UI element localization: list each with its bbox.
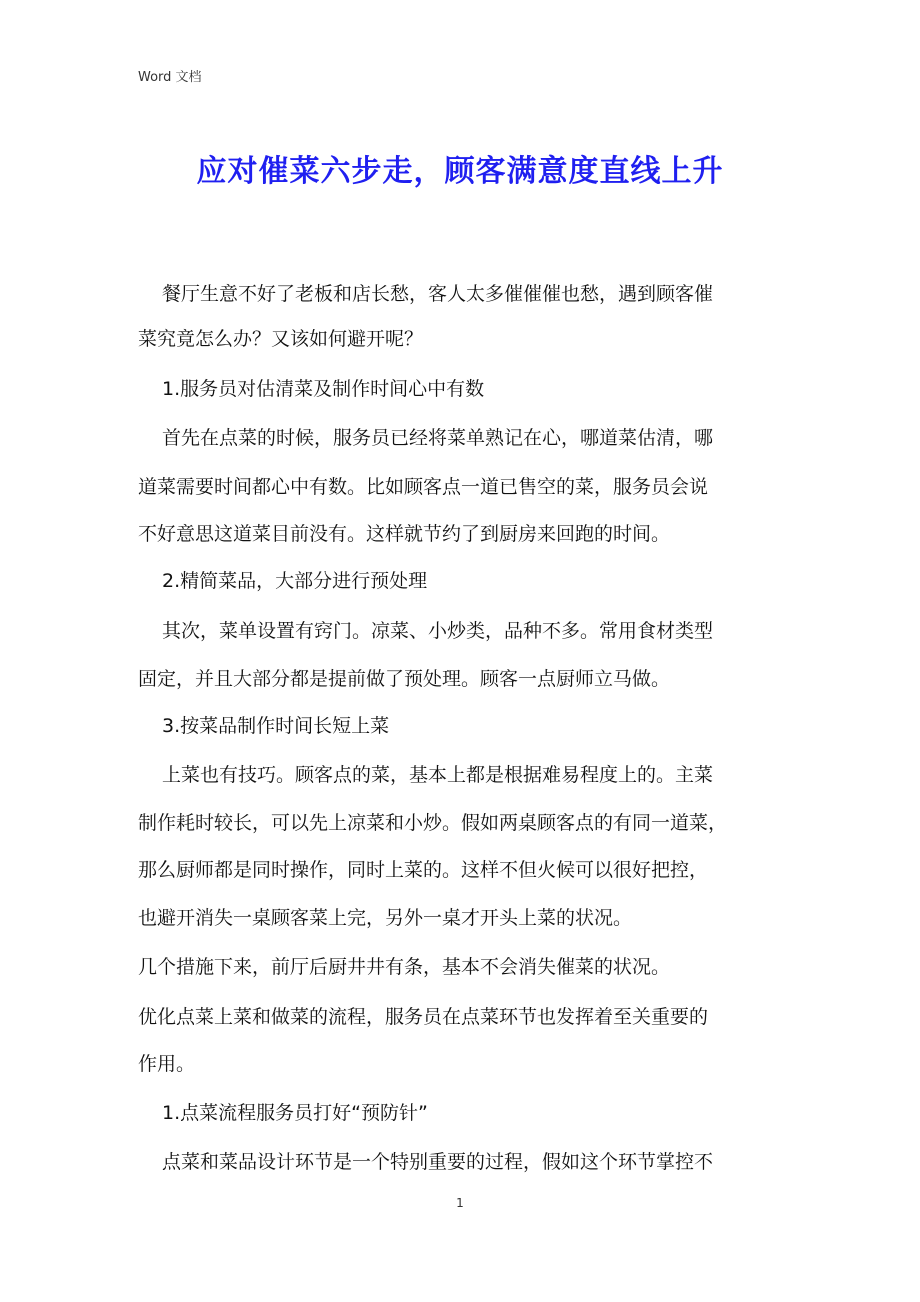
- paragraph-line: 作用。: [138, 1053, 196, 1075]
- paragraph-line: 菜究竟怎么办？又该如何避开呢？: [138, 328, 424, 350]
- paragraph-line: 点菜和菜品设计环节是一个特别重要的过程，假如这个环节掌控不: [162, 1151, 714, 1173]
- page-number: 1: [456, 1196, 464, 1210]
- paragraph-line: 也避开消失一桌顾客菜上完，另外一桌才开头上菜的状况。: [138, 907, 633, 929]
- paragraph-line: 那么厨师都是同时操作，同时上菜的。这样不但火候可以很好把控，: [138, 859, 709, 881]
- paragraph-line: 上菜也有技巧。顾客点的菜，基本上都是根据难易程度上的。主菜: [162, 764, 714, 786]
- paragraph-line: 固定，并且大部分都是提前做了预处理。顾客一点厨师立马做。: [138, 668, 671, 690]
- section-heading: 2.精简菜品，大部分进行预处理: [162, 570, 428, 592]
- paragraph-line: 道菜需要时间都心中有数。比如顾客点一道已售空的菜，服务员会说: [138, 476, 709, 498]
- paragraph-line: 不好意思这道菜目前没有。这样就节约了到厨房来回跑的时间。: [138, 523, 671, 545]
- paragraph-line: 首先在点菜的时候，服务员已经将菜单熟记在心，哪道菜估清，哪: [162, 427, 714, 449]
- paragraph-line: 优化点菜上菜和做菜的流程，服务员在点菜环节也发挥着至关重要的: [138, 1006, 709, 1028]
- document-title: 应对催菜六步走，顾客满意度直线上升: [196, 154, 724, 189]
- paragraph-line: 其次，菜单设置有窍门。凉菜、小炒类，品种不多。常用食材类型: [162, 620, 714, 642]
- paragraph-line: 几个措施下来，前厅后厨井井有条，基本不会消失催菜的状况。: [138, 956, 671, 978]
- page-header: Word 文档: [138, 70, 202, 85]
- paragraph-line: 制作耗时较长，可以先上凉菜和小炒。假如两桌顾客点的有同一道菜，: [138, 812, 728, 834]
- section-heading: 1.服务员对估清菜及制作时间心中有数: [162, 378, 485, 400]
- paragraph-line: 餐厅生意不好了老板和店长愁，客人太多催催催也愁，遇到顾客催: [162, 283, 714, 305]
- section-heading: 3.按菜品制作时间长短上菜: [162, 715, 390, 737]
- section-heading: 1.点菜流程服务员打好“预防针”: [162, 1102, 428, 1124]
